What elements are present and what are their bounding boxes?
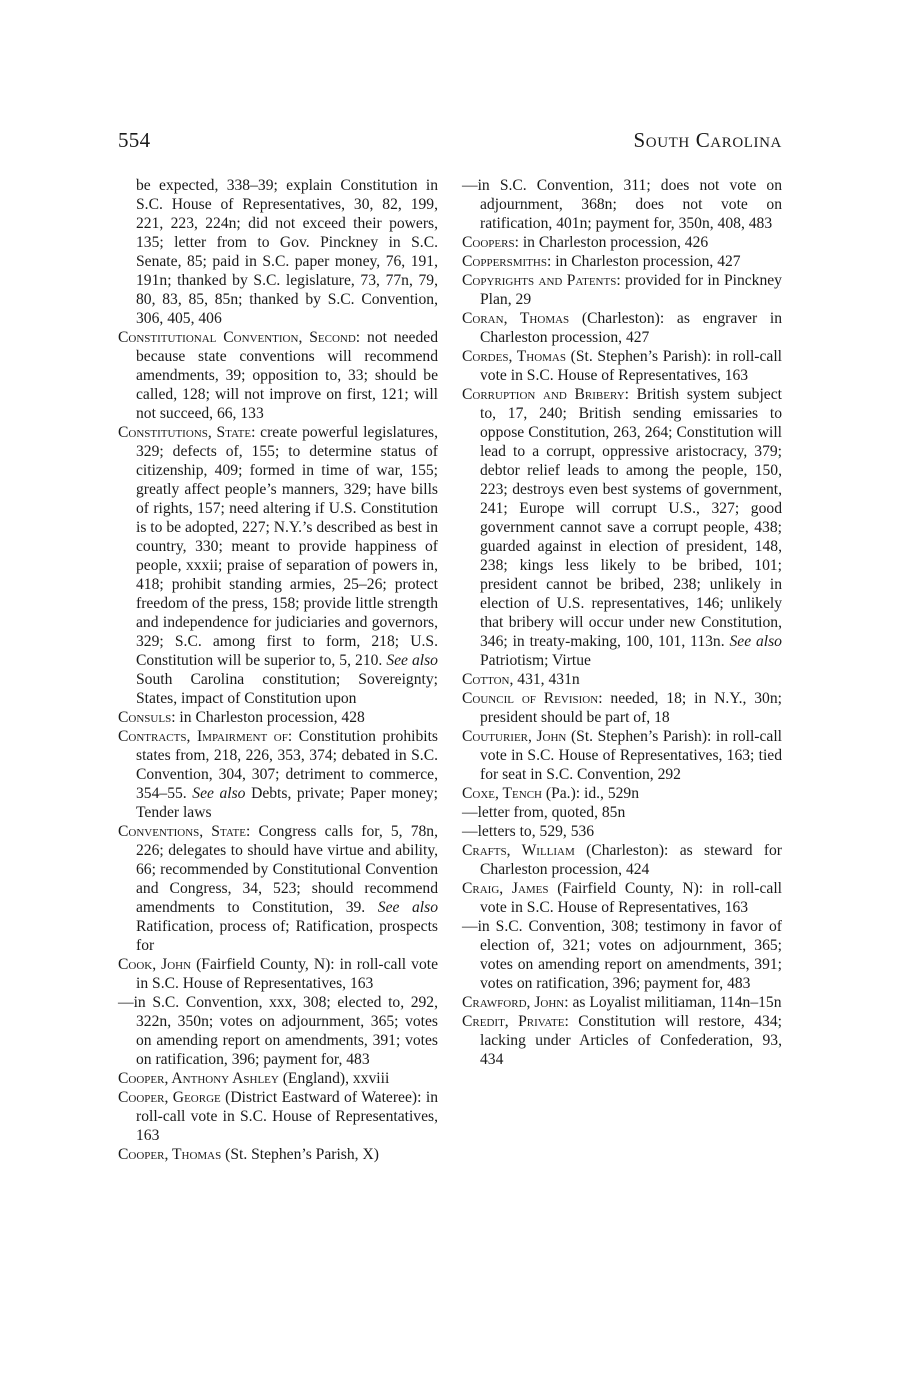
see-also-reference: See also — [377, 899, 438, 916]
index-entry-text: : Constitution will restore, 434; lacking under Articles of Confederation, 93, 434 — [480, 1013, 782, 1068]
index-heading: Contracts, Impairment of — [118, 728, 288, 745]
index-entry-text: : needed, 18; in N.Y., 30n; president should be part of, 18 — [480, 690, 782, 726]
index-heading: Copyrights and Patents — [462, 272, 617, 289]
page-number: 554 — [118, 128, 151, 152]
index-entry-text: (District Eastward of Wateree): in roll-call vote in S.C. House of Representatives, 163 — [136, 1089, 438, 1144]
index-entry — [462, 803, 782, 822]
index-entry — [462, 879, 782, 917]
index-heading: Cooper, Thomas — [118, 1146, 222, 1163]
index-entry — [118, 727, 438, 822]
index-entry — [118, 955, 438, 993]
index-entry-text: be expected, 338–39; explain Constitution in S.C. House of Representatives, 30, 82, 199, 221, 223, 224n; did not exceed their powers, 135; letter from to Gov. Pinckney in S.C. Senate, 85; paid in S.C. paper money, 76, 191, 191n; thanked by S.C. legislature, 73, 77n, 79, 80, 83, 85, 85n; thanked by S.C. Convention, 306, 405, 406 — [136, 177, 438, 327]
index-heading: Coran, Thomas — [462, 310, 570, 327]
index-heading: Crafts, William — [462, 842, 575, 859]
index-heading: Coxe, Tench — [462, 785, 542, 802]
index-entry-text: : British system subject to, 17, 240; British sending emissaries to oppose Constitution, 263, 264; Constitution will lead to a corrupt, oppressive aristocracy, 379; debtor relief leads to among the people, 150, 223; destroys even best systems of government, 241; Europe will corrupt U.S., 327; good government cannot save a corrupt people, 438; guarded against in election of president, 148, 238; kings less likely to be bribed, 101; president cannot be bribed, 238; unlikely in election of U.S. representatives, 146; unlikely that bribery will occur under new Constitution, 346; in treaty-making, 100, 101, 113n. — [480, 386, 782, 650]
index-entry-text: —in S.C. Convention, xxx, 308; elected to, 292, 322n, 350n; votes on adjournment, 365; votes on amending report on amendments, 391; votes on ratification, 396; payment for, 483 — [118, 994, 438, 1068]
index-heading: Consuls — [118, 709, 172, 726]
index-entry — [462, 252, 782, 271]
index-entry-text: : as Loyalist militiaman, 114n–15n — [564, 994, 782, 1011]
index-column-left — [118, 176, 438, 1164]
index-entry — [118, 822, 438, 955]
index-entry-text: : create powerful legislatures, 329; defects of, 155; to determine status of citizenship, 409; formed in time of war, 155; greatly affect people’s manners, 329; have bills of rights, 157; need altering if U.S. Constitution is to be adopted, 227; N.Y.’s described as best in country, 330; meant to provide happiness of people, xxxii; praise of separation of powers in, 418; prohibit standing armies, 25–26; protect freedom of the press, 158; provide little strength and independence for judiciaries and governors, 329; S.C. among first to form, 218; U.S. Constitution will be superior to, 5, 210. — [136, 424, 439, 669]
index-heading: Constitutions, State — [118, 424, 252, 441]
running-head: South Carolina — [633, 128, 782, 152]
index-entry — [462, 347, 782, 385]
index-entry-text: (Charleston): as steward for Charleston procession, 424 — [480, 842, 782, 878]
index-entry-text: : in Charleston procession, 426 — [514, 234, 709, 251]
index-entry — [462, 727, 782, 784]
index-entry-text: (Fairfield County, N): in roll-call vote in S.C. House of Representatives, 163 — [136, 956, 439, 992]
index-entry-text: : in Charleston procession, 428 — [171, 709, 365, 726]
index-entry — [118, 176, 438, 328]
index-entry-text: Ratification, process of; Ratification, prospects for — [136, 918, 438, 954]
index-entry — [462, 385, 782, 670]
index-heading: Couturier, John — [462, 728, 567, 745]
index-entry — [462, 233, 782, 252]
index-heading: Conventions, State — [118, 823, 246, 840]
index-entry-text: Patriotism; Virtue — [480, 652, 591, 669]
index-heading: Council of Revision — [462, 690, 599, 707]
index-entry-text: (Charleston): as engraver in Charleston procession, 427 — [480, 310, 783, 346]
index-entry — [462, 670, 782, 689]
index-heading: Corruption and Bribery — [462, 386, 625, 403]
see-also-reference: See also — [729, 633, 782, 650]
index-entry — [118, 1088, 438, 1145]
index-heading: Cooper, Anthony Ashley — [118, 1070, 279, 1087]
index-entry — [118, 1145, 438, 1164]
index-entry-text: —letter from, quoted, 85n — [462, 804, 626, 821]
index-entry-text: (St. Stephen’s Parish): in roll-call vote in S.C. House of Representatives, 163; tied for seat in S.C. Convention, 292 — [480, 728, 782, 783]
index-heading: Cook, John — [118, 956, 192, 973]
index-entry — [118, 1069, 438, 1088]
index-entry-text: : not needed because state conventions will recommend amendments, 39; opposition to, 33; should be called, 128; will not improve on first, 121; will not succeed, 66, 133 — [136, 329, 438, 422]
index-entry-text: : Congress calls for, 5, 78n, 226; delegates to should have virtue and ability, 66; recommended by Constitutional Convention and Congress, 34, 523; should recommend amendments to Constitution, 39. — [136, 823, 438, 916]
see-also-reference: See also — [192, 785, 246, 802]
index-heading: Coppersmiths — [462, 253, 547, 270]
index-entry — [462, 176, 782, 233]
index-entry-text: : provided for in Pinckney Plan, 29 — [480, 272, 782, 308]
index-entry — [462, 784, 782, 803]
index-entry-text: (Pa.): id., 529n — [542, 785, 640, 802]
index-column-right — [462, 176, 782, 1069]
index-heading: Cooper, George — [118, 1089, 221, 1106]
index-entry — [462, 917, 782, 993]
index-heading: Constitutional Convention, Second — [118, 329, 356, 346]
index-entry — [462, 309, 782, 347]
index-heading: Credit, Private — [462, 1013, 565, 1030]
index-entry-text: —in S.C. Convention, 311; does not vote on adjournment, 368n; does not vote on ratification, 401n; payment for, 350n, 408, 483 — [462, 177, 782, 232]
index-entry-text: (England), xxviii — [278, 1070, 390, 1087]
index-entry — [462, 271, 782, 309]
index-entry — [462, 822, 782, 841]
index-entry-text: (St. Stephen’s Parish): in roll-call vote in S.C. House of Representatives, 163 — [480, 348, 782, 384]
index-entry — [118, 423, 438, 708]
index-entry-text: : in Charleston procession, 427 — [546, 253, 741, 270]
index-entry-text: Debts, private; Paper money; Tender laws — [136, 785, 438, 821]
index-heading: Craig, James — [462, 880, 549, 897]
index-entry — [118, 993, 438, 1069]
index-entry — [118, 328, 438, 423]
index-heading: Crawford, John — [462, 994, 565, 1011]
index-entry-text: , 431, 431n — [509, 671, 580, 688]
index-heading: Cotton — [462, 671, 510, 688]
see-also-reference: See also — [386, 652, 438, 669]
index-entry-text: (Fairfield County, N): in roll-call vote in S.C. House of Representatives, 163 — [480, 880, 782, 916]
index-entry-text: (St. Stephen’s Parish, X) — [221, 1146, 379, 1163]
index-entry — [462, 841, 782, 879]
index-entry — [462, 1012, 782, 1069]
index-entry — [118, 708, 438, 727]
index-entry — [462, 993, 782, 1012]
index-entry — [462, 689, 782, 727]
index-entry-text: South Carolina constitution; Sovereignty; States, impact of Constitution upon — [136, 671, 438, 707]
index-heading: Cordes, Thomas — [462, 348, 566, 365]
index-entry-text: —in S.C. Convention, 308; testimony in favor of election of, 321; votes on adjournment, 365; votes on amending report on amendments, 391; votes on ratification, 396; payment for, 483 — [462, 918, 782, 992]
index-heading: Coopers — [462, 234, 515, 251]
index-entry-text: —letters to, 529, 536 — [462, 823, 595, 840]
index-entry-text: : Constitution prohibits states from, 218, 226, 353, 374; debated in S.C. Convention, 304, 307; detriment to commerce, 354–55. — [136, 728, 438, 802]
